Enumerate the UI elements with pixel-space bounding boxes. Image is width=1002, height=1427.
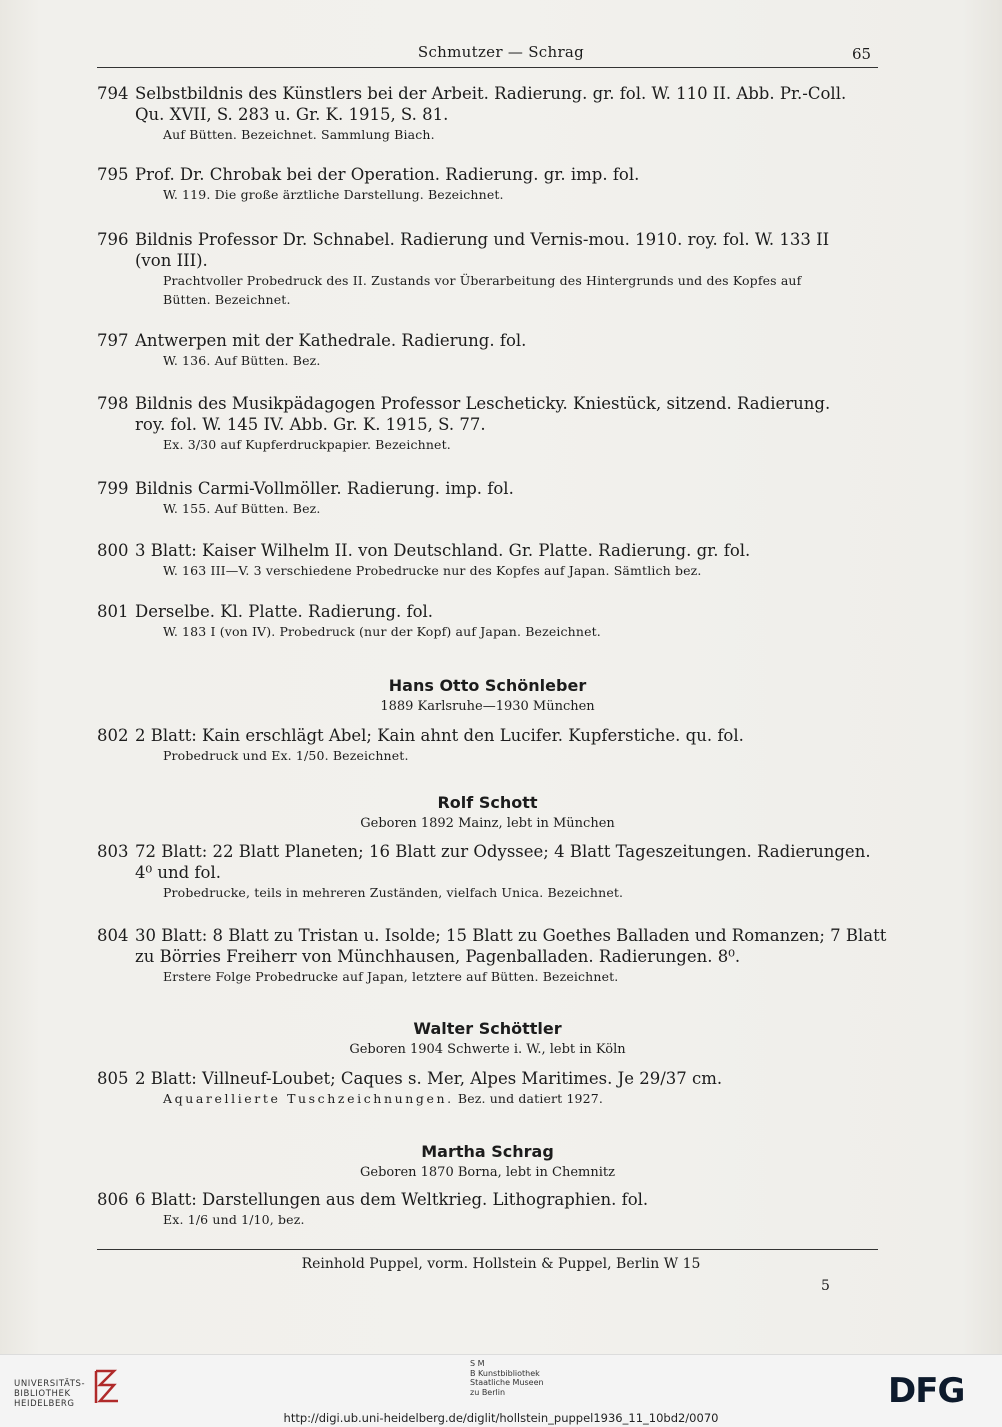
catalog-entry: 797 Antwerpen mit der Kathedrale. Radierung. fol. W. 136. Auf Bütten. Bez. (97, 330, 878, 370)
viewer-footer-bar (0, 1354, 1002, 1427)
entry-note: Erstere Folge Probedrucke auf Japan, letztere auf Bütten. Bezeichnet. (163, 969, 619, 984)
catalog-entry: 803 72 Blatt: 22 Blatt Planeten; 16 Blatt zur Odyssee; 4 Blatt Tageszeitungen. Radierungen. 4⁰ und fol. Probedrucke, teils in mehreren Zuständen, vielfach Unica. Bezeichnet. (97, 841, 878, 902)
entry-note: Auf Bütten. Bezeichnet. Sammlung Biach. (163, 127, 435, 142)
catalog-entry: 806 6 Blatt: Darstellungen aus dem Weltkrieg. Lithographien. fol. Ex. 1/6 und 1/10, bez. (97, 1189, 878, 1229)
catalog-entry: 804 30 Blatt: 8 Blatt zu Tristan u. Isolde; 15 Blatt zu Goethes Balladen und Romanzen; 7 Blatt zu Börries Freiherr von Münchhausen, Pagenballaden. Radierungen. 8⁰. Erstere Folge Probedrucke auf Japan, letztere auf Bütten. Bezeichnet. (97, 926, 887, 984)
university-logo-icon (92, 1367, 122, 1407)
entry-note: W. 119. Die große ärztliche Darstellung. Bezeichnet. (163, 187, 504, 202)
source-url[interactable]: http://digi.ub.uni-heidelberg.de/diglit/hollstein_puppel1936_11_10bd2/0070 (283, 1411, 719, 1425)
artist-heading (97, 1018, 878, 1059)
entry-note: Ex. 3/30 auf Kupferdruckpapier. Bezeichnet. (163, 437, 451, 452)
university-library-label: UNIVERSITÄTS- BIBLIOTHEK HEIDELBERG (14, 1379, 86, 1409)
artist-life-dates: Geboren 1904 Schwerte i. W., lebt in Köln (349, 1042, 626, 1057)
artist-heading (97, 792, 878, 833)
catalog-entry: 796 Bildnis Professor Dr. Schnabel. Radierung und Vernis-mou. 1910. roy. fol. W. 133 II (von III). Prachtvoller Probedruck des II. Zustands vor Überarbeitung des Hintergrunds und des Kopfes auf Bütten. Bezeichnet. (97, 229, 878, 309)
catalog-entry: 805 2 Blatt: Villneuf-Loubet; Caques s. Mer, Alpes Maritimes. Je 29/37 cm. Aquarellierte Tuschzeichnungen. Bez. und datiert 1927. (97, 1068, 878, 1108)
header-rule (97, 67, 878, 68)
sheet-number: 5 (821, 1278, 830, 1294)
entry-note: Prachtvoller Probedruck des II. Zustands vor Überarbeitung des Hintergrunds und des Kopfes auf (163, 273, 802, 288)
entry-note: W. 155. Auf Bütten. Bez. (163, 501, 321, 516)
catalog-entry: 798 Bildnis des Musikpädagogen Professor Lescheticky. Kniestück, sitzend. Radierung. roy. fol. W. 145 IV. Abb. Gr. K. 1915, S. 77. Ex. 3/30 auf Kupferdruckpapier. Bezeichnet. (97, 393, 878, 454)
entry-note: Bütten. Bezeichnet. (163, 292, 291, 307)
artist-life-dates: 1889 Karlsruhe—1930 München (380, 699, 595, 714)
entry-note: W. 163 III—V. 3 verschiedene Probedrucke nur des Kopfes auf Japan. Sämtlich bez. (163, 563, 702, 578)
dfg-logo: DFG (888, 1371, 965, 1411)
catalog-entry: 802 2 Blatt: Kain erschlägt Abel; Kain ahnt den Lucifer. Kupferstiche. qu. fol. Probedruck und Ex. 1/50. Bezeichnet. (97, 725, 878, 765)
artist-life-dates: Geboren 1892 Mainz, lebt in München (360, 816, 615, 831)
running-header: Schmutzer — Schrag (417, 43, 585, 61)
page-number: 65 (852, 45, 872, 63)
artist-life-dates: Geboren 1870 Borna, lebt in Chemnitz (360, 1165, 615, 1180)
artist-name: Rolf Schott (437, 793, 538, 812)
publisher-footer: Reinhold Puppel, vorm. Hollstein & Puppel, Berlin W 15 (301, 1256, 701, 1272)
artist-heading (97, 1141, 878, 1182)
artist-name: Hans Otto Schönleber (388, 676, 587, 695)
footer-rule (97, 1249, 878, 1250)
artist-heading (97, 675, 878, 716)
entry-note: Probedrucke, teils in mehreren Zuständen, vielfach Unica. Bezeichnet. (163, 885, 624, 900)
catalog-entry: 795 Prof. Dr. Chrobak bei der Operation. Radierung. gr. imp. fol. W. 119. Die große ärztliche Darstellung. Bezeichnet. (97, 164, 878, 204)
catalog-entry: 800 3 Blatt: Kaiser Wilhelm II. von Deutschland. Gr. Platte. Radierung. gr. fol. W. 163 III—V. 3 verschiedene Probedrucke nur des Kopfes auf Japan. Sämtlich bez. (97, 540, 878, 580)
artist-name: Martha Schrag (421, 1142, 554, 1161)
catalog-entry: 801 Derselbe. Kl. Platte. Radierung. fol. W. 183 I (von IV). Probedruck (nur der Kopf) auf Japan. Bezeichnet. (97, 601, 878, 641)
catalog-entry: 799 Bildnis Carmi-Vollmöller. Radierung. imp. fol. W. 155. Auf Bütten. Bez. (97, 478, 878, 518)
entry-note: Aquarellierte Tuschzeichnungen. Bez. und datiert 1927. (163, 1091, 603, 1106)
catalog-entry: 794 Selbstbildnis des Künstlers bei der Arbeit. Radierung. gr. fol. W. 110 II. Abb. Pr.-Coll. Qu. XVII, S. 283 u. Gr. K. 1915, S. 81. Auf Bütten. Bezeichnet. Sammlung Biach. (97, 83, 878, 144)
entry-note: Probedruck und Ex. 1/50. Bezeichnet. (163, 748, 409, 763)
kunstbibliothek-label: S M B Kunstbibliothek Staatliche Museen zu Berlin (470, 1359, 544, 1397)
artist-name: Walter Schöttler (413, 1019, 562, 1038)
entry-note: W. 136. Auf Bütten. Bez. (163, 353, 321, 368)
entry-note: W. 183 I (von IV). Probedruck (nur der Kopf) auf Japan. Bezeichnet. (163, 624, 601, 639)
entry-note: Ex. 1/6 und 1/10, bez. (163, 1212, 305, 1227)
